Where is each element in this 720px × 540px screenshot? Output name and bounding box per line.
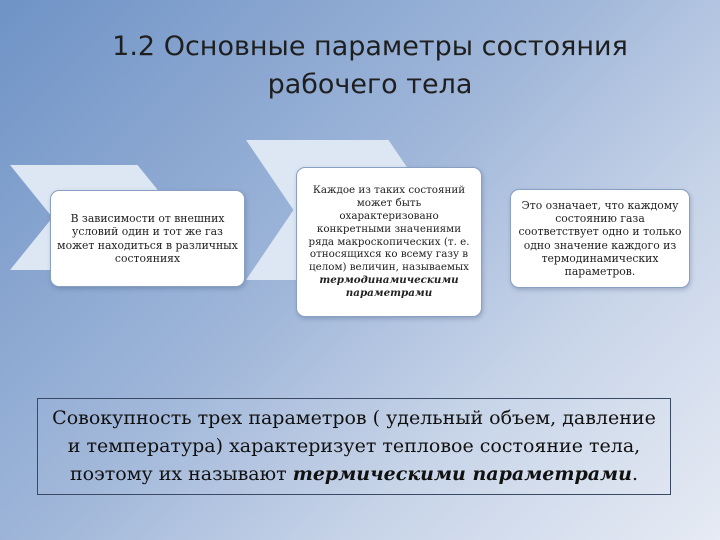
process-box-2-content: [307, 184, 471, 299]
slide-title: [60, 28, 680, 104]
summary-box: [37, 398, 671, 495]
title-line-1: 1.2 Основные параметры состояния: [112, 31, 628, 62]
summary-period: .: [631, 463, 638, 485]
process-box-2: [296, 167, 482, 317]
process-box-3: [510, 189, 690, 288]
process-box-2-text: Каждое из таких состояний может быть охарактеризовано конкретными значениями ряда макроскопических (т. е. относящихся ко всему газу в целом) величин, называемых: [308, 184, 470, 274]
summary-text: Совокупность трех параметров ( удельный объем, давление и температура) характеризует тепловое состояние тела, поэтому их называют: [52, 407, 656, 485]
process-box-1-text: В зависимости от внешних условий один и тот же газ может находиться в различных состояниях: [57, 212, 238, 265]
process-box-2-term: термодинамическими параметрами: [319, 273, 459, 299]
title-line-2: рабочего тела: [267, 69, 473, 100]
summary-term: термическими параметрами: [292, 463, 632, 485]
process-box-3-text: Это означает, что каждому состоянию газа соответствует одно и только одно значение каждого из термодинамических параметров.: [518, 198, 682, 278]
process-box-1: [50, 190, 245, 287]
